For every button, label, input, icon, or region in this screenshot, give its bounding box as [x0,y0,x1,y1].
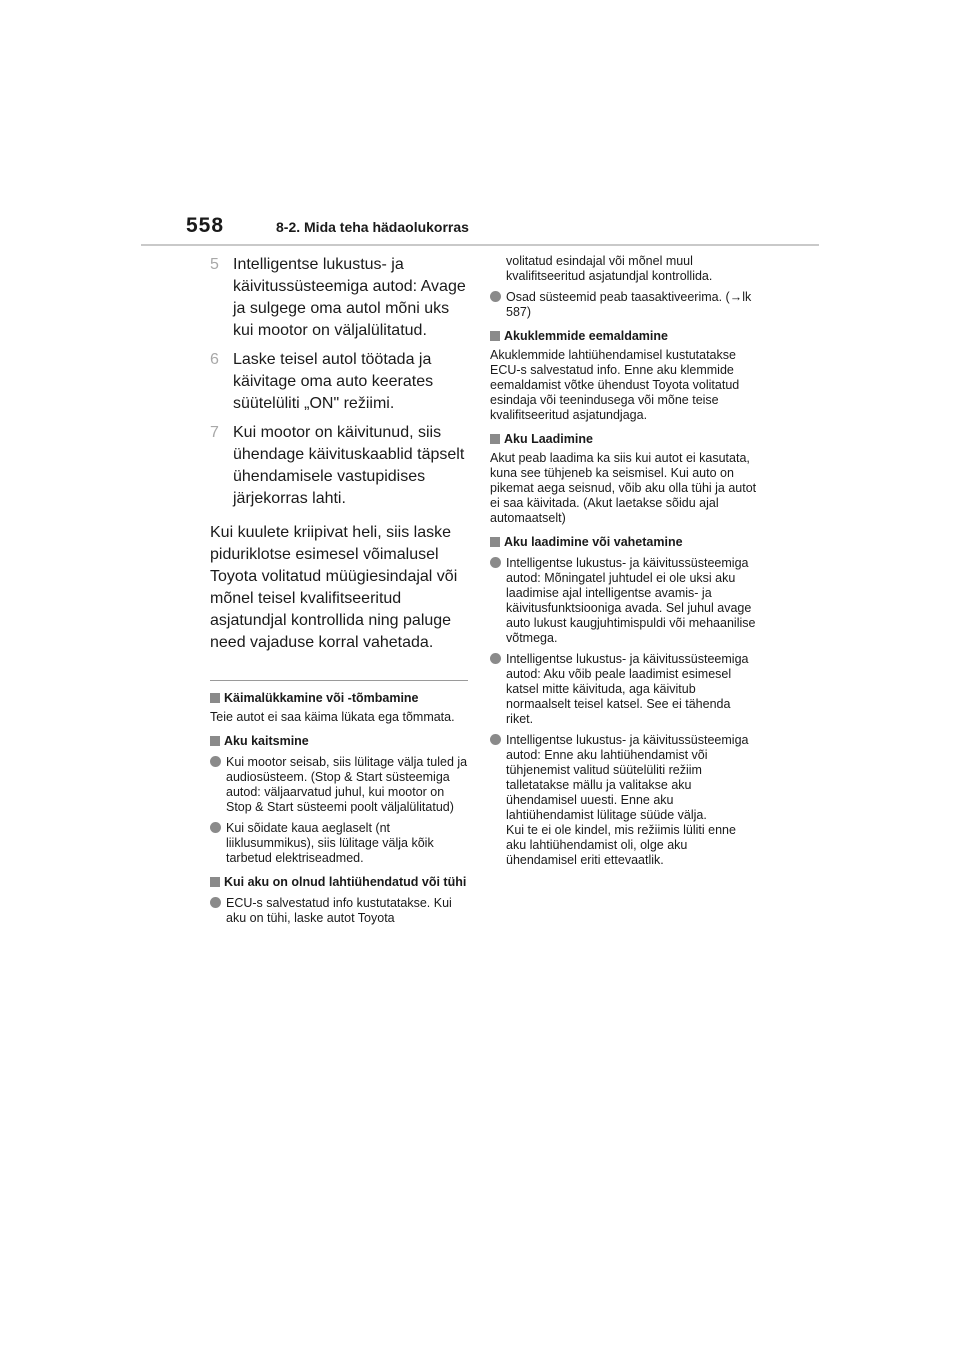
square-bullet-icon [210,877,220,887]
step-7 [210,422,472,510]
page-number: 558 [186,214,225,237]
circle-bullet-icon [210,756,221,767]
note-heading-text: Kui aku on olnud lahtiühendatud või tühi [224,875,467,889]
step-number: 6 [210,351,219,368]
bullet-text: Osad süsteemid peab taasaktiveerima. (→lk 587) [506,290,752,319]
note-text: Teie autot ei saa käima lükata ega tõmmata. [210,710,455,724]
bullet-continuation: volitatud esindajal või mõnel muul kvalifitseeritud asjatundjal kontrollida. [506,254,713,283]
note-heading-removal [490,329,758,344]
note-heading-text: Akuklemmide eemaldamine [504,329,668,343]
note-heading-text: Aku laadimine või vahetamine [504,535,683,549]
note-text: Akuklemmide lahtiühendamisel kustutatakse ECU-s salvestatud info. Enne aku klemmide eemaldamist võtke ühendust Toyota volitatud esindaja või teenindusega või mõne teise kvalifitseeritud asjatundjaga. [490,348,740,422]
square-bullet-icon [210,693,220,703]
bullet-text: Kui sõidate kaua aeglaselt (nt liiklusummikus), siis lülitage välja kõik tarbetud elektriseadmed. [226,821,434,865]
note-heading-disconnected [210,875,472,890]
bullet-text: Kui mootor seisab, siis lülitage välja tuled ja audiosüsteem. (Stop & Start süsteemiga autod: väljaarvatud juhul, kui mootor on Stop & Start süsteemi poolt väljalülitatud) [226,755,468,814]
bullet-item [210,821,472,866]
square-bullet-icon [490,434,500,444]
bullet-item [490,652,758,727]
bullet-text: Intelligentse lukustus- ja käivitussüsteemiga autod: Mõningatel juhtudel ei ole uksi aku laadimise ajal intelligentse avamis- ja käivitusfunktsiooniga avada. Sel juhul avage auto lukust kaugjuhtimispuldi või mehaanilise võtmega. [506,556,756,645]
note-heading-protect [210,734,472,749]
brake-warning-paragraph: Kui kuulete kriipivat heli, siis laske piduriklotse esimesel võimalusel Toyota volitatud müügiesindajal või mõnel teisel kvalifitseeritud asjatundjal kontrollida ning paluge need vajaduse korral vahetada. [210,524,458,651]
note-heading-text: Käimalükkamine või -tõmbamine [224,691,419,705]
bullet-item [210,896,472,926]
bullet-text-main: Intelligentse lukustus- ja käivitussüsteemiga autod: Enne aku lahtiühendamist või tühjenemist valitud süütelüliti režiim talletatakse mällu ja valitakse aku ühendamisel uuesti. Enne aku lahtiühendamist lülitage süüde välja. [506,733,749,822]
circle-bullet-icon [490,557,501,568]
left-column [210,254,472,926]
step-number: 7 [210,424,219,441]
note-heading-text: Aku Laadimine [504,432,593,446]
bullet-text-extra: Kui te ei ole kindel, mis režiimis lüliti enne aku lahtiühendamist oli, olge aku ühendamisel eriti ettevaatlik. [506,823,736,867]
note-text: Akut peab laadima ka siis kui autot ei kasutata, kuna see tühjeneb ka seismisel. Kui auto on pikemat aega seisnud, võib aku olla tühi ja autot ei saa käivitada. (Akut laetakse sõidu ajal automaatselt) [490,451,757,525]
step-text: Kui mootor on käivitunud, siis ühendage käivituskaablid täpselt ühendamisele vastupidises järjekorras lahti. [233,424,465,507]
step-text: Intelligentse lukustus- ja käivitussüsteemiga autod: Avage ja sulgege oma autol mõni uks kui mootor on väljalülitatud. [233,256,466,339]
section-title: 8-2. Mida teha hädaolukorras [276,219,469,235]
right-column [490,254,758,868]
step-6 [210,349,472,415]
note-heading-charging [490,432,758,447]
circle-bullet-icon [210,822,221,833]
step-5 [210,254,472,342]
step-number: 5 [210,256,219,273]
square-bullet-icon [490,331,500,341]
square-bullet-icon [210,736,220,746]
circle-bullet-icon [210,897,221,908]
header-divider [141,244,819,246]
bullet-item [490,733,758,868]
notes-divider [210,680,468,681]
step-text: Laske teisel autol töötada ja käivitage oma auto keerates süütelüliti „ON" režiimi. [233,351,434,412]
bullet-item [490,556,758,646]
note-heading-idle [210,691,472,706]
circle-bullet-icon [490,734,501,745]
circle-bullet-icon [490,291,501,302]
bullet-text: ECU-s salvestatud info kustutatakse. Kui aku on tühi, laske autot Toyota [226,896,452,925]
circle-bullet-icon [490,653,501,664]
bullet-item [210,755,472,815]
bullet-text: Intelligentse lukustus- ja käivitussüsteemiga autod: Aku võib peale laadimist esimesel katsel mitte käivituda, aga käivitub normaalselt teisel katsel. See ei tähenda riket. [506,652,749,726]
note-heading-replace [490,535,758,550]
square-bullet-icon [490,537,500,547]
bullet-item [490,290,758,320]
bullet-text [506,733,758,868]
note-heading-text: Aku kaitsmine [224,734,309,748]
